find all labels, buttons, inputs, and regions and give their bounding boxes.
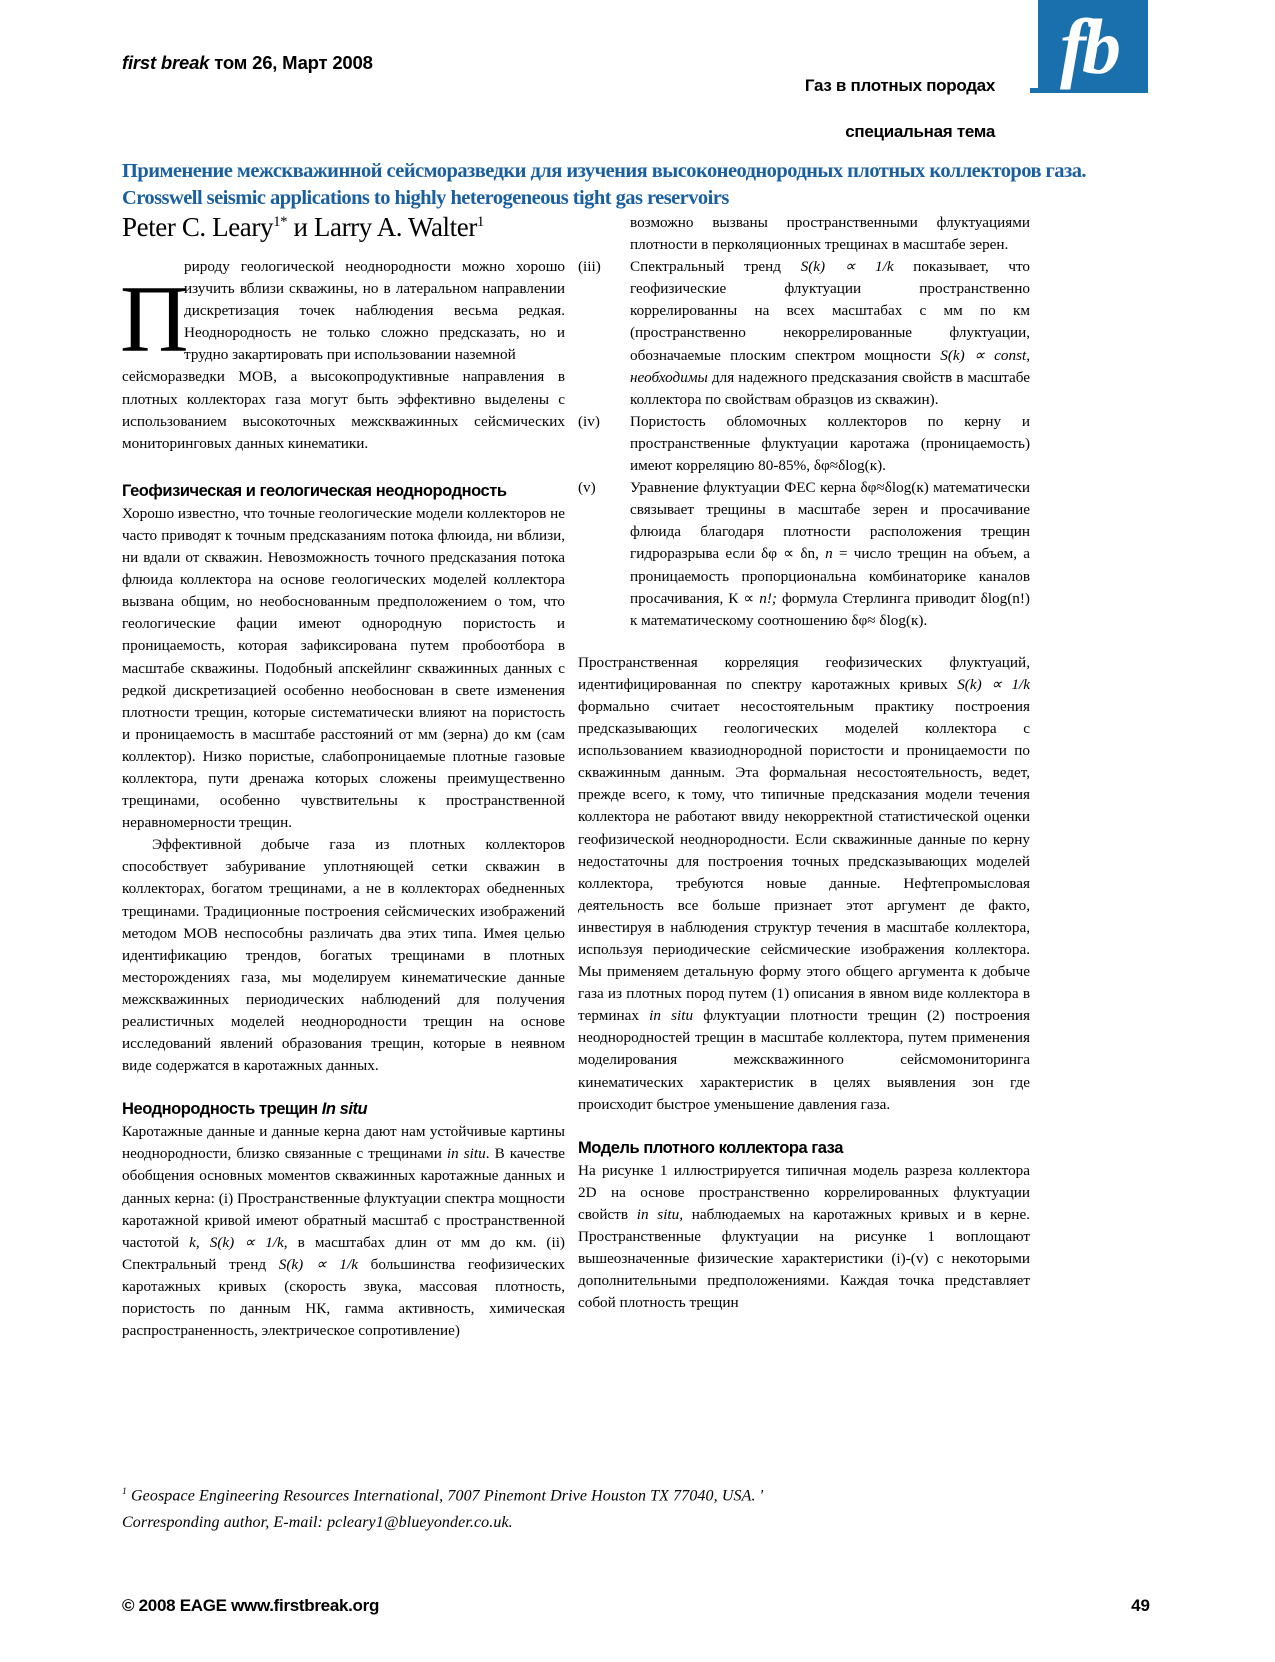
seg-italic: n!; (759, 589, 777, 607)
author-byline (122, 212, 484, 243)
footer-copyright: © 2008 EAGE www.firstbreak.org (122, 1596, 380, 1615)
intro-paragraph-head: рироду геологической неоднородности можно хорошо изучить вблизи скважины, но в латеральном направлении дискретизация точек наблюдения весьма редкая. Неоднородность не только сложно предсказать, но и трудно закартировать при использовании наземной (184, 258, 565, 364)
footnote-marker: 1 (122, 1486, 127, 1497)
rp1-b: формально считает несостоятельным практику построения предсказывающих геологических моделей коллектора с использованием квазиоднородной пористости и проницаемости по скважинным данным. Эта формальная несостоятельность, ведет, прежде всего, к тому, что типичные предсказания модели течения коллектора не работают ввиду некорректной статистической оценки геофизической неоднородности. Если скважинные данные по керну недостаточны для построения точных предсказывающих моделей коллектора, требуются новые данные. Нефтепромысловая деятельность все больше признает этот аргумент де факто, инвестируя в наблюдения структур течения в масштабе коллектора, используя периодические сейсмические изображения коллектора. Мы применяем детальную форму этого общего аргумента к добыче газа из плотных пород путем (1) описания в явном виде коллектора в терминах (578, 697, 1030, 1025)
drop-cap-letter: П (120, 266, 189, 372)
journal-issue: том 26, Март 2008 (209, 52, 373, 73)
section-heading-geophysical: Геофизическая и геологическая неоднородность (122, 481, 507, 500)
list-marker: (iv) (578, 412, 600, 430)
list-item-text: Пористость обломочных коллекторов по керну и пространственные флуктуации каротажа (проницаемость) имеют корреляцию 80-85%, δφ≈δlog(к). (630, 412, 1030, 475)
author-2-affiliation-marker: 1 (476, 214, 484, 230)
s2p1-b: . В качестве обобщения основных моментов скважинных каротажные данных и данных керна: (i) Пространственные флуктуации спектра мощности каротажной кривой имеют обратный масштаб с пространственной частотой (122, 1145, 566, 1251)
section-heading-insitu (122, 1099, 565, 1120)
masthead-journal-issue (122, 52, 373, 74)
s3p1-italic: in situ, (636, 1205, 684, 1223)
list-marker: (v) (578, 479, 596, 497)
list-item (578, 477, 1030, 632)
numbered-list (578, 256, 1030, 632)
seg: = число трещин на объем, а проницаемость пропорциональна комбинаторике каналов просачивания, К ∝ (630, 545, 1031, 607)
right-paragraph-1 (578, 652, 1030, 1116)
journal-name: first break (122, 52, 210, 73)
seg-italic: S(k) ∝ const, необходимы (630, 346, 1030, 386)
rp1-c: флуктуации плотности трещин (2) построения неоднородностей трещин в масштабе коллектора, путем применения моделирования межскважинного сейсмомониторинга кинематических характеристик в целях выявления зон где происходит быстрое уменьшение давления газа. (578, 1007, 1030, 1113)
s2p1-it3: S(k) ∝ 1/k (278, 1255, 358, 1273)
masthead-topic: специальная тема (845, 122, 995, 141)
page-title (122, 158, 1152, 212)
seg-italic: S(k) ∝ 1/k (800, 258, 894, 276)
footnote-affiliation: Geospace Engineering Resources International, 7007 Pinemont Drive Houston TX 77040, USA. ' (126, 1487, 764, 1505)
section1-paragraph-1: Хорошо известно, что точные геологические модели коллекторов не часто приводят к точным предсказаниям потока флюида, ни вблизи, ни вдали от скважин. Невозможность точного предсказания потока флюида коллектора на основе геологических моделей коллектора вызвана общим, но необоснованным предположением о том, что геологические фации имеют однородную пористость и проницаемость, которая зафиксирована путем пробоотбора в масштабе скважины. Подобный апскейлинг скважинных данных с редкой дискретизацией особенно необоснован в свете изменения плотности трещин, которые систематически влияют на пористость и проницаемость в масштабе расстояний от мм (зерна) до км (сам коллектор). Низко пористые, слабопроницаемые плотные газовые коллектора, пути дренажа которых сложены преимущественно трещинами, особенно чувствительны к пространственной неравномерности трещин. (122, 504, 565, 832)
section1-paragraph-2: Эффективной добыче газа из плотных коллекторов способствует забуривание уплотняющей сетки скважин в коллекторах, богатом трещинами, а не в коллекторах обедненных трещинами. Традиционные построения сейсмических изображений методом МОВ неспособны различать два этих типа. Имея целью идентификацию трендов, богатых трещинами в плотных месторождениях газа, мы моделируем кинематические данные межскважинных периодических наблюдений для получения реалистичных моделей неоднородности трещин на основе исследований явлений образования трещин, которые в неявном виде содержатся в каротажных данных. (122, 836, 565, 1075)
section-heading-insitu-italic: In situ (321, 1100, 368, 1119)
title-line-ru: Применение межскважинной сейсморазведки для изучения высоконеоднородных плотных (122, 160, 925, 182)
author-2-name: Larry A. Walter (313, 212, 477, 242)
s2p1-d: большинства геофизических каротажных кривых (скорость звука, массовая плотность, пористость по данным НК, гамма активность, химическая распространенность, электрическое сопротивление) (122, 1255, 565, 1340)
intro-paragraph (120, 256, 565, 372)
intro-paragraph-tail: сейсморазведки МОВ, а высокопродуктивные направления в плотных коллекторах газа могут быть эффективно выделены с использованием высокоточных межскважинных сейсмических мониторинговых данных кинематики. (122, 368, 565, 452)
section-heading-tight-gas-model: Модель плотного коллектора газа (578, 1138, 843, 1157)
s2p1-it2: k, S(k) ∝ 1/k (189, 1233, 284, 1251)
firstbreak-logo (1030, 0, 1148, 100)
s3p1-a: На рисунке 1 иллюстрируется типичная модель разреза коллектора 2D на основе пространственно коррелированных флуктуации свойств (578, 1161, 1030, 1223)
page-number: 49 (1131, 1596, 1150, 1615)
rp1-italic: S(k) ∝ 1/k (957, 675, 1030, 693)
footnote-corresponding-author: Corresponding author, E-mail: pcleary1@blueyonder.co.uk. (122, 1514, 513, 1532)
continued-paragraph-top: возможно вызваны пространственными флуктуациями плотности в перколяционных трещинах в масштабе зерен. (630, 214, 1030, 254)
section3-paragraph-1 (578, 1160, 1030, 1315)
masthead-section: Газ в плотных породах (804, 76, 995, 95)
author-1-name: Peter C. Leary (122, 212, 274, 242)
rp1-a: Пространственная корреляция геофизических флуктуаций, идентифицированная по спектру каротажных кривых (578, 653, 1030, 693)
author-1-affiliation-marker: 1* (273, 214, 288, 230)
right-text-column (578, 212, 1030, 1314)
list-item-text (630, 479, 1030, 629)
seg: Спектральный тренд (630, 258, 801, 276)
seg: показывает, что геофизические флуктуации пространственно коррелированны на всех масштабах с мм по км (пространственно некоррелированные флуктуации, обозначаемые плоским спектром мощности (630, 258, 1031, 364)
author-conjunction: и (287, 212, 314, 242)
list-item (578, 411, 1030, 477)
list-item (578, 256, 1030, 411)
list-marker: (iii) (578, 258, 601, 276)
logo-square (1038, 0, 1148, 93)
list-item-text (630, 258, 1030, 408)
seg-italic: n (825, 545, 833, 563)
seg: для надежного предсказания свойств в масштабе коллектора по свойствам образцов из скважин). (630, 368, 1030, 408)
left-text-column (122, 256, 565, 1342)
s2p1-it1: in situ (446, 1145, 486, 1163)
title-line-en: коллекторов газа. Crosswell seismic applications to highly heterogeneous tight gas reservoirs (122, 160, 1086, 209)
logo-text: fb (1060, 3, 1117, 90)
section2-paragraph-1 (122, 1121, 565, 1342)
rp1-italic-2: in situ (649, 1007, 694, 1025)
s2p1-a: Каротажные данные и данные керна дают нам устойчивые картины неоднородности, близко связанные с трещинами (122, 1123, 565, 1163)
paragraph-gap (578, 632, 1030, 652)
footnote (122, 1478, 1142, 1536)
section-heading-insitu-plain: Неоднородность трещин (122, 1100, 322, 1119)
s2p1-c: , в масштабах длин от мм до км. (ii) Спектральный тренд (122, 1233, 565, 1273)
seg: Уравнение флуктуации ФЕС керна δφ≈δlog(к) математически связывает трещины в масштабе зерен и просачивание флюида благодаря плотности расположения трещин гидроразрыва если δφ ∝ δn, (630, 479, 1030, 563)
s3p1-b: наблюдаемых на каротажных кривых и в керне. Пространственные флуктуации на рисунке 1 воплощают вышеозначенные физические характеристики (i)-(v) с некоторыми дополнительными предположениями. Каждая точка представляет собой плотность трещин (578, 1205, 1030, 1312)
seg: формула Стерлинга приводит δlog(n!) к математическому соотношению δφ≈ δlog(к). (630, 589, 1030, 629)
